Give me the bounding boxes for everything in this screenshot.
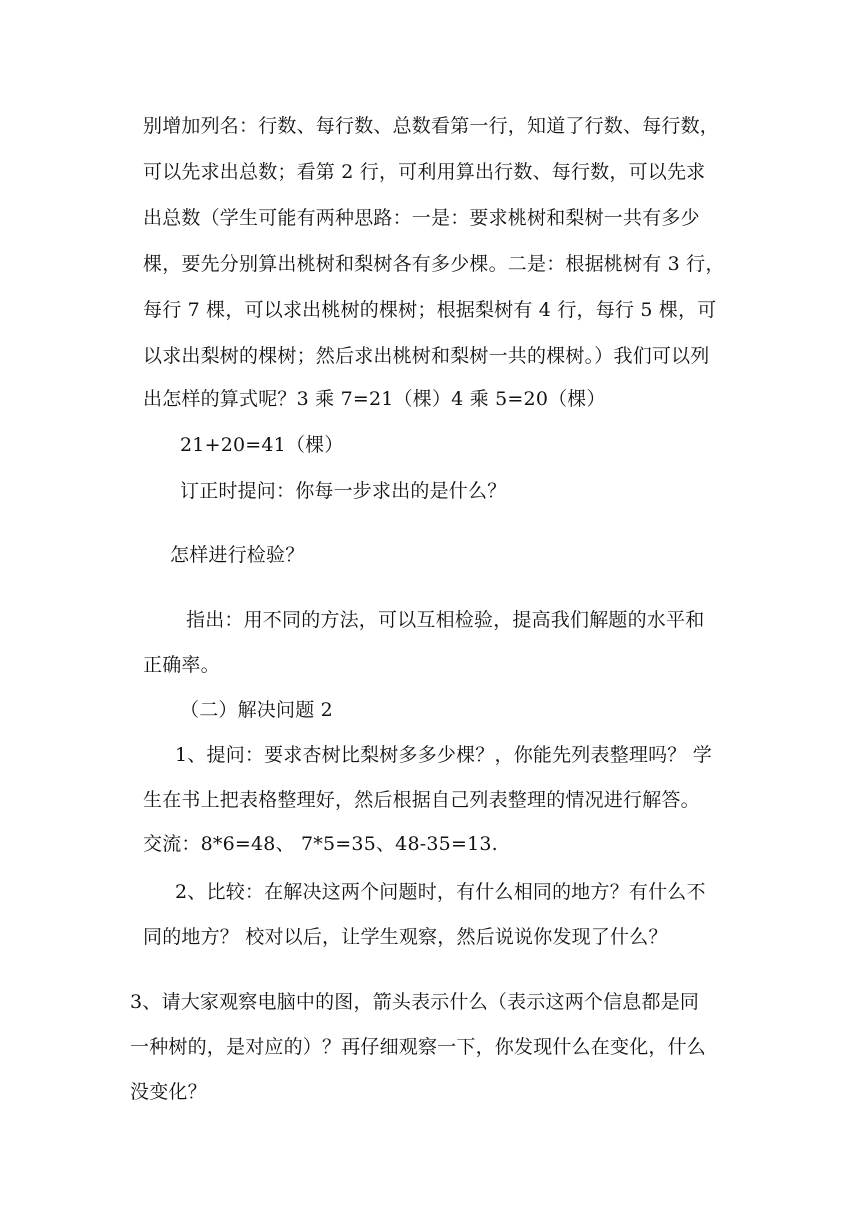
- paragraph-line: 怎样进行检验？: [170, 544, 305, 566]
- paragraph-line: 1、提问：要求杏树比梨树多多少棵？，你能先列表整理吗？ 学: [175, 744, 712, 766]
- section-heading: （二）解决问题 2: [180, 699, 333, 721]
- paragraph-line: 一种树的，是对应的）？再仔细观察一下，你发现什么在变化，什么: [130, 1036, 707, 1058]
- paragraph-line: 棵，要先分别算出桃树和梨树各有多少棵。二是：根据桃树有 3 行，: [143, 253, 725, 275]
- calculation-line: 21+20=41（棵）: [180, 434, 344, 456]
- paragraph-line: 3、请大家观察电脑中的图，箭头表示什么（表示这两个信息都是同: [130, 991, 700, 1013]
- paragraph-line: 可以先求出总数；看第 2 行，可利用算出行数、每行数，可以先求: [143, 161, 706, 183]
- paragraph-line: 正确率。: [143, 654, 220, 676]
- paragraph-line: 出怎样的算式呢？3 乘 7=21（棵）4 乘 5=20（棵）: [143, 388, 606, 410]
- paragraph-line: 同的地方？ 校对以后，让学生观察，然后说说你发现了什么？: [143, 926, 668, 948]
- paragraph-line: 出总数（学生可能有两种思路：一是：要求桃树和梨树一共有多少: [143, 207, 700, 229]
- paragraph-line: 订正时提问：你每一步求出的是什么？: [180, 480, 507, 502]
- paragraph-line: 没变化？: [130, 1081, 207, 1103]
- paragraph-line: 生在书上把表格整理好，然后根据自己列表整理的情况进行解答。: [143, 789, 700, 811]
- paragraph-line: 2、比较：在解决这两个问题时，有什么相同的地方？有什么不: [175, 881, 706, 903]
- paragraph-line: 指出：用不同的方法，可以互相检验，提高我们解题的水平和: [186, 609, 705, 631]
- calculation-line: 交流：8*6=48、 7*5=35、48-35=13.: [143, 833, 498, 855]
- paragraph-line: 每行 7 棵，可以求出桃树的棵树；根据梨树有 4 行，每行 5 棵，可: [143, 299, 717, 321]
- paragraph-line: 别增加列名：行数、每行数、总数看第一行，知道了行数、每行数，: [143, 115, 720, 137]
- paragraph-line: 以求出梨树的棵树；然后求出桃树和梨树一共的棵树。）我们可以列: [143, 345, 710, 367]
